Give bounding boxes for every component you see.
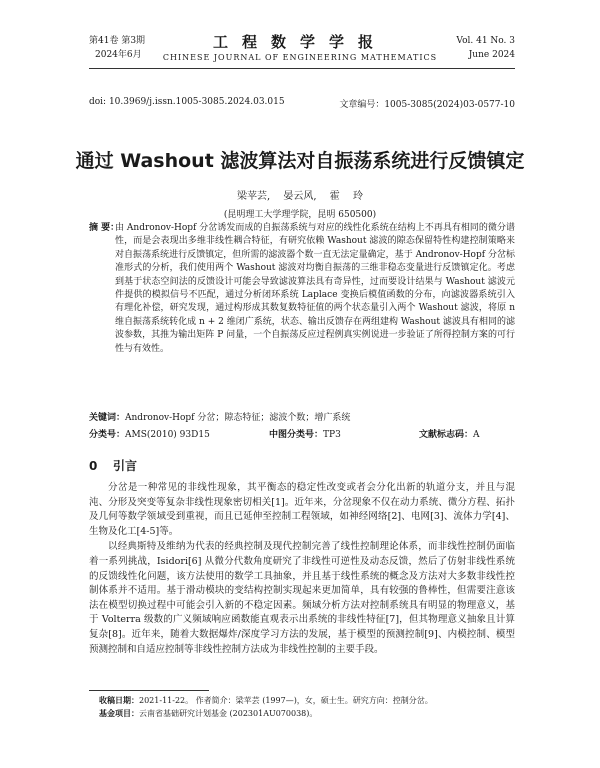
clc-label: 中图分类号： [269, 430, 324, 440]
keywords-text: Andronov-Hopf 分岔；隙态特征；滤波个数；增广系统 [125, 413, 351, 423]
fund-text: 云南省基础研究计划基金 (202301AU070038)。 [139, 709, 318, 718]
journal-masthead [150, 32, 450, 64]
paper-title: 通过 Washout 滤波算法对自振荡系统进行反馈镇定 [75, 150, 525, 172]
abstract [89, 222, 515, 356]
paragraph: 以经典斯特及维纳为代表的经典控制及现代控制完善了线性控制理论体系，而非线性控制仍面临着一系列挑战，Isidori[6] 从微分代数角度研究了非线性可逆性及动态反馈，然后了仿射非线性系统的反馈线性化问题，该方法使用的数学工具抽象，并且基于线性系统的概念及方法对大多数非线性控制体系并不适用。基于滑动模块的变结构控制实现起来更加简单，具有较强的鲁棒性，但需要注意该法在模型切换过程中可能会引入新的不稳定因素。频域分析方法对控制系统具有明显的物理意义，基于 Volterra 级数的广义频域响应函数能直观表示出系统的非线性特征[7]，但其物理意义抽象且计算复杂[8]。近年来，随着大数据爆炸/深度学习方法的发展，基于模型的预测控制[9]、内模控制、模型预测控制和自适应控制等非线性控制方法成为非线性控制的主要手段。 [89, 541, 515, 655]
received-note [99, 694, 515, 707]
doc-code-value: A [473, 430, 480, 440]
journal-title-cn: 工程数学学报 [212, 33, 387, 51]
received-text: 2021-11-22。 作者简介：梁苹芸 (1997—)，女，硕士生。研究方向：控制分岔。 [139, 696, 433, 705]
abstract-text: 由 Andronov-Hopf 分岔诱发而成的自振荡系统与对应的线性化系统在结构上不再具有相同的微分谱性，而是会表现出多维非线性耦合特征，有研究依赖 Washout 滤波的隙态保留特性构建控制策略来对自振荡系统进行反馈镇定，但所需的滤波器个数一直无法定量确定，基于 Andronov-Hopf 分岔标准形式的分析，我们使用两个 Washout 滤波对均衡自振荡的三维非稳态变量进行反馈镇定化。考虑到基于状态空间法的反馈设计可能会导致滤波算法具有奇异性，过而要设计结果与 Washout 滤波元件提供的模拟信号不匹配，通过分析闭环系统 Laplace 变换后模值函数的分布，向滤波器系统引入有理化补偿，研究发现，通过构形成其数复数特征值的两个状态量引入两个 Washout 滤波，将原 n 维自振荡系统转化成 n + 2 维闭广系统，状态、输出反馈存在两组建构 Washout 滤波具有相同的滤波参数，其推为输出矩阵 P 问量，一个自振荡反应过程例真实例说进一步验证了所得控制方案的可行性与有效性。 [115, 223, 515, 354]
issue-date-en: June 2024 [468, 50, 515, 60]
section-title: 引言 [113, 459, 138, 473]
header-rule [89, 68, 515, 69]
fund-label: 基金项目： [99, 708, 139, 718]
fund-note [99, 707, 515, 720]
article-number: 文章编号：1005-3085(2024)03-0577-10 [339, 100, 515, 110]
clc-value: TP3 [323, 430, 341, 440]
ams-value: AMS(2010) 93D15 [125, 430, 210, 440]
doc-code-label: 文献标志码： [419, 430, 474, 440]
affiliation: (昆明理工大学理学院，昆明 650500) [223, 210, 377, 220]
ams-label: 分类号： [89, 430, 126, 440]
footnote-rule [89, 690, 209, 691]
authors: 梁苹芸, 晏云风, 霍 玲 [237, 191, 363, 202]
journal-title-en: CHINESE JOURNAL OF ENGINEERING MATHEMATICS [162, 53, 438, 62]
section-heading [89, 457, 137, 474]
abstract-label: 摘 要： [89, 223, 120, 233]
body-text [89, 481, 515, 658]
received-label: 收稿日期： [99, 695, 139, 705]
issue-date: 2024年6月 [95, 50, 142, 60]
keywords [89, 410, 515, 423]
classification-row [89, 427, 515, 440]
section-number: 0 [89, 459, 98, 473]
doi[interactable]: doi: 10.3969/j.issn.1005-3085.2024.03.015 [89, 97, 285, 107]
header-left [89, 34, 145, 62]
volume-issue: 第41卷 第3期 [89, 36, 146, 46]
paragraph: 分岔是一种常见的非线性现象，其平衡态的稳定性改变或者会分化出新的轨道分支，并且与混沌、分形及突变等复杂非线性现象密切相关[1]。近年来，分岔现象不仅在动力系统、微分方程、拓扑及几何等数学领域受到重视，而且已延伸至控制工程领域，如神经网络[2]、电网[3]、流体力学[4]、生物及化工[4-5]等。 [89, 482, 515, 537]
footnotes [89, 694, 515, 720]
header-right [456, 34, 515, 62]
keywords-label: 关键词： [89, 413, 126, 423]
volume-issue-en: Vol. 41 No. 3 [456, 36, 515, 46]
